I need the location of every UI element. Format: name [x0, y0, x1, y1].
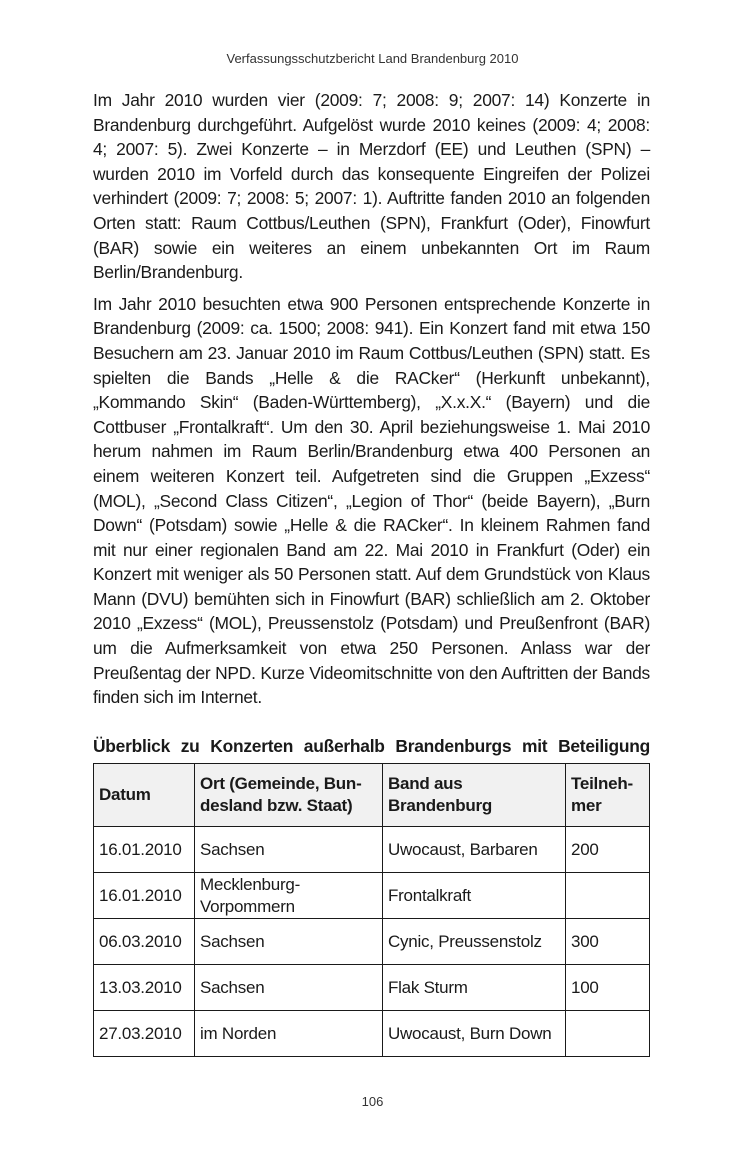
- table-row: [94, 873, 650, 919]
- cell-datum: 16.01.2010: [94, 827, 195, 873]
- cell-band: Uwocaust, Burn Down: [383, 1011, 566, 1057]
- cell-ort: Sachsen: [195, 919, 383, 965]
- running-header: Verfassungsschutzbericht Land Brandenburg 2010: [226, 51, 519, 66]
- cell-ort: Mecklenburg- Vorpommern: [195, 873, 383, 919]
- table-row: [94, 1011, 650, 1057]
- column-header-band: Band aus Brandenburg: [383, 764, 566, 827]
- cell-band: Frontalkraft: [383, 873, 566, 919]
- cell-teilnehmer: [566, 873, 650, 919]
- cell-teilnehmer: 100: [566, 965, 650, 1011]
- cell-ort: Sachsen: [195, 827, 383, 873]
- table-header-row: [94, 764, 650, 827]
- column-header-ort: Ort (Gemeinde, Bun- desland bzw. Staat): [195, 764, 383, 827]
- cell-datum: 13.03.2010: [94, 965, 195, 1011]
- cell-band: Flak Sturm: [383, 965, 566, 1011]
- cell-ort: Sachsen: [195, 965, 383, 1011]
- cell-band: Cynic, Preussenstolz: [383, 919, 566, 965]
- table-row: [94, 919, 650, 965]
- table-title: Überblick zu Konzerten außerhalb Brandenburgs mit Beteiligung: [93, 735, 650, 756]
- cell-ort: im Norden: [195, 1011, 383, 1057]
- cell-datum: 16.01.2010: [94, 873, 195, 919]
- column-header-teilnehmer: Teilneh- mer: [566, 764, 650, 827]
- cell-teilnehmer: [566, 1011, 650, 1057]
- page-number: 106: [361, 1094, 384, 1109]
- cell-teilnehmer: 200: [566, 827, 650, 873]
- paragraph-concerts-count: Im Jahr 2010 wurden vier (2009: 7; 2008: 9; 2007: 14) Konzerte in Brandenburg durchgeführt. Aufgelöst wurde 2010 keines (2009: 4; 2008: 4; 2007: 5). Zwei Konzerte – in Merzdorf (EE) und Leuthen (SPN) – wurden 2010 im Vorfeld durch das konsequente Eingreifen der Polizei verhindert (2009: 7; 2008: 5; 2007: 1). Auftritte fanden 2010 an folgenden Orten statt: Raum Cottbus/Leuthen (SPN), Frankfurt (Oder), Finowfurt (BAR) sowie ein weiteres an einem unbekannten Ort im Raum Berlin/Brandenburg.: [93, 90, 650, 283]
- table-row: [94, 965, 650, 1011]
- cell-datum: 06.03.2010: [94, 919, 195, 965]
- cell-teilnehmer: 300: [566, 919, 650, 965]
- cell-band: Uwocaust, Barbaren: [383, 827, 566, 873]
- concerts-table: [93, 763, 650, 1057]
- main-content: [93, 88, 650, 783]
- column-header-datum: Datum: [94, 764, 195, 827]
- paragraph-concert-visitors: Im Jahr 2010 besuchten etwa 900 Personen entsprechende Konzerte in Brandenburg (2009: ca. 1500; 2008: 941). Ein Konzert fand mit etwa 150 Besuchern am 23. Januar 2010 im Raum Cottbus/Leuthen (SPN) statt. Es spielten die Bands „Helle & die RACker“ (Herkunft unbekannt), „Kommando Skin“ (Baden-Württemberg), „X.x.X.“ (Bayern) und die Cottbuser „Frontalkraft“. Um den 30. April beziehungsweise 1. Mai 2010 herum nahmen im Raum Berlin/Brandenburg etwa 400 Personen an einem weiteren Konzert teil. Aufgetreten sind die Gruppen „Exzess“ (MOL), „Second Class Citizen“, „Legion of Thor“ (beide Bayern), „Burn Down“ (Potsdam) sowie „Helle & die RACker“. In kleinem Rahmen fand mit nur einer regionalen Band am 22. Mai 2010 in Frankfurt (Oder) ein Konzert mit weniger als 50 Personen statt. Auf dem Grundstück von Klaus Mann (DVU) bemühten sich in Finowfurt (BAR) schließlich am 2. Oktober 2010 „Exzess“ (MOL), Preussenstolz (Potsdam) und Preußenfront (BAR) um die Aufmerksamkeit von etwa 250 Personen. Anlass war der Preußentag der NPD. Kurze Videomitschnitte von den Auftritten der Bands finden sich im Internet.: [93, 293, 650, 708]
- table-row: [94, 827, 650, 873]
- cell-datum: 27.03.2010: [94, 1011, 195, 1057]
